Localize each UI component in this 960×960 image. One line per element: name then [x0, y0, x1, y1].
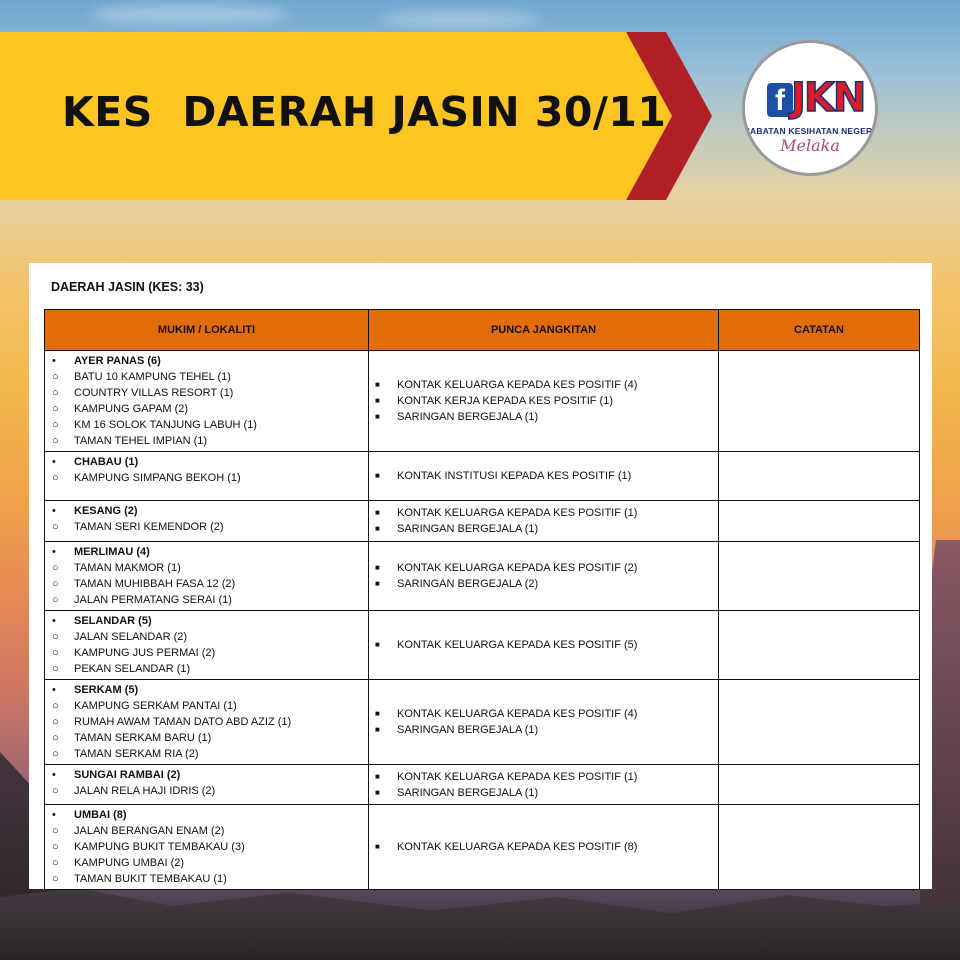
notes-cell	[719, 805, 920, 890]
locality-name: BATU 10 KAMPUNG TEHEL (1)	[74, 371, 231, 383]
table-header-row	[45, 310, 920, 351]
circle-bullet-icon: ○	[52, 663, 59, 675]
mukim-cell	[45, 351, 369, 452]
table-row	[45, 501, 920, 542]
locality-name: KAMPUNG UMBAI (2)	[74, 857, 185, 869]
mukim-name: CHABAU (1)	[74, 456, 139, 468]
locality-item	[50, 839, 368, 855]
locality-item	[50, 855, 368, 871]
mukim-cell	[45, 805, 369, 890]
source-cell	[369, 765, 719, 805]
facebook-icon: f	[767, 83, 793, 117]
case-table	[44, 309, 920, 890]
square-bullet-icon: ■	[375, 396, 380, 405]
locality-item	[50, 519, 368, 535]
square-bullet-icon: ■	[375, 640, 380, 649]
title-banner	[0, 32, 712, 200]
locality-name: TAMAN BUKIT TEMBAKAU (1)	[74, 873, 227, 885]
source-text: KONTAK KELUARGA KEPADA KES POSITIF (8)	[397, 841, 638, 853]
mukim-name: SERKAM (5)	[74, 684, 139, 696]
locality-item	[50, 871, 368, 887]
source-item	[369, 706, 718, 722]
square-bullet-icon: ■	[375, 508, 380, 517]
mukim-name: SUNGAI RAMBAI (2)	[74, 769, 181, 781]
mukim-name: MERLIMAU (4)	[74, 546, 150, 558]
source-text: KONTAK KELUARGA KEPADA KES POSITIF (1)	[397, 770, 638, 783]
locality-name: KAMPUNG SIMPANG BEKOH (1)	[74, 472, 241, 484]
source-text: KONTAK KELUARGA KEPADA KES POSITIF (1)	[397, 507, 638, 519]
bullet-icon: •	[52, 505, 56, 517]
source-item	[369, 769, 718, 785]
table-row	[45, 805, 920, 890]
mukim-name: AYER PANAS (6)	[74, 355, 161, 367]
bullet-icon: •	[52, 769, 56, 781]
locality-item	[50, 401, 368, 417]
mukim-cell	[45, 542, 369, 611]
locality-item	[50, 576, 368, 592]
table-row	[45, 611, 920, 680]
square-bullet-icon: ■	[375, 471, 380, 480]
mukim-name: UMBAI (8)	[74, 809, 127, 821]
locality-name: KAMPUNG JUS PERMAI (2)	[74, 647, 216, 659]
source-cell	[369, 452, 719, 501]
locality-name: TAMAN SERI KEMENDOR (2)	[74, 521, 224, 533]
square-bullet-icon: ■	[375, 725, 380, 734]
locality-item	[50, 645, 368, 661]
column-header-source: PUNCA JANGKITAN	[369, 310, 719, 351]
locality-item	[50, 783, 368, 799]
notes-cell	[719, 611, 920, 680]
circle-bullet-icon: ○	[52, 435, 59, 447]
locality-name: JALAN SELANDAR (2)	[74, 631, 188, 643]
circle-bullet-icon: ○	[52, 562, 59, 574]
locality-name: TAMAN SERKAM RIA (2)	[74, 748, 199, 760]
source-item	[369, 377, 718, 393]
source-text: SARINGAN BERGEJALA (2)	[397, 578, 539, 590]
circle-bullet-icon: ○	[52, 716, 59, 728]
document-title: DAERAH JASIN (KES: 33)	[51, 280, 204, 294]
locality-item	[50, 629, 368, 645]
locality-item	[50, 560, 368, 576]
source-text: KONTAK KERJA KEPADA KES POSITIF (1)	[397, 395, 613, 407]
locality-name: COUNTRY VILLAS RESORT (1)	[74, 387, 234, 399]
square-bullet-icon: ■	[375, 787, 380, 797]
cloud	[90, 5, 290, 23]
circle-bullet-icon: ○	[52, 647, 59, 659]
source-item	[369, 839, 718, 855]
locality-name: TAMAN TEHEL IMPIAN (1)	[74, 435, 208, 447]
source-cell	[369, 805, 719, 890]
locality-name: JALAN PERMATANG SERAI (1)	[74, 594, 232, 606]
table-row	[45, 765, 920, 805]
source-item	[369, 409, 718, 425]
locality-name: PEKAN SELANDAR (1)	[74, 663, 191, 675]
locality-item	[50, 433, 368, 449]
source-item	[369, 505, 718, 521]
square-bullet-icon: ■	[375, 709, 380, 718]
jkn-logo	[742, 40, 878, 176]
source-cell	[369, 680, 719, 765]
square-bullet-icon: ■	[375, 380, 380, 389]
circle-bullet-icon: ○	[52, 857, 59, 869]
square-bullet-icon: ■	[375, 842, 380, 851]
square-bullet-icon: ■	[375, 771, 380, 781]
column-header-notes: CATATAN	[719, 310, 920, 351]
source-cell	[369, 542, 719, 611]
locality-item	[50, 470, 368, 486]
notes-cell	[719, 452, 920, 501]
table-row	[45, 542, 920, 611]
source-text: SARINGAN BERGEJALA (1)	[397, 724, 539, 736]
mukim-cell	[45, 611, 369, 680]
notes-cell	[719, 351, 920, 452]
source-item	[369, 560, 718, 576]
locality-item	[50, 417, 368, 433]
locality-item	[50, 592, 368, 608]
locality-name: TAMAN MUHIBBAH FASA 12 (2)	[74, 578, 236, 590]
circle-bullet-icon: ○	[52, 578, 59, 590]
source-cell	[369, 501, 719, 542]
source-cell	[369, 351, 719, 452]
mukim-cell	[45, 680, 369, 765]
source-item	[369, 576, 718, 592]
circle-bullet-icon: ○	[52, 631, 59, 643]
mukim-cell	[45, 501, 369, 542]
locality-name: KAMPUNG BUKIT TEMBAKAU (3)	[74, 841, 245, 853]
source-text: KONTAK INSTITUSI KEPADA KES POSITIF (1)	[397, 470, 632, 482]
notes-cell	[719, 765, 920, 805]
locality-item	[50, 730, 368, 746]
locality-item	[50, 746, 368, 762]
locality-name: RUMAH AWAM TAMAN DATO ABD AZIZ (1)	[74, 716, 292, 728]
mukim-cell	[45, 765, 369, 805]
table-row	[45, 351, 920, 452]
source-item	[369, 637, 718, 653]
square-bullet-icon: ■	[375, 579, 380, 588]
locality-item	[50, 385, 368, 401]
circle-bullet-icon: ○	[52, 419, 59, 431]
table-row	[45, 680, 920, 765]
circle-bullet-icon: ○	[52, 594, 59, 606]
logo-script: Melaka	[780, 136, 840, 155]
case-document	[29, 263, 932, 889]
circle-bullet-icon: ○	[52, 732, 59, 744]
column-header-mukim: MUKIM / LOKALITI	[45, 310, 369, 351]
circle-bullet-icon: ○	[52, 371, 59, 383]
locality-name: TAMAN MAKMOR (1)	[74, 562, 181, 574]
notes-cell	[719, 680, 920, 765]
source-item	[369, 785, 718, 801]
locality-item	[50, 369, 368, 385]
notes-cell	[719, 542, 920, 611]
locality-item	[50, 698, 368, 714]
mukim-name: KESANG (2)	[74, 505, 138, 517]
logo-acronym: JKN	[791, 75, 865, 121]
source-item	[369, 393, 718, 409]
source-text: KONTAK KELUARGA KEPADA KES POSITIF (5)	[397, 639, 638, 651]
mukim-cell	[45, 452, 369, 501]
source-text: SARINGAN BERGEJALA (1)	[397, 523, 539, 535]
locality-name: JALAN RELA HAJI IDRIS (2)	[74, 785, 216, 797]
locality-name: KM 16 SOLOK TANJUNG LABUH (1)	[74, 419, 257, 431]
bullet-icon: •	[52, 546, 56, 558]
square-bullet-icon: ■	[375, 412, 380, 421]
source-item	[369, 521, 718, 537]
bullet-icon: •	[52, 456, 56, 468]
locality-item	[50, 714, 368, 730]
locality-name: JALAN BERANGAN ENAM (2)	[74, 825, 225, 837]
table-row	[45, 452, 920, 501]
locality-name: TAMAN SERKAM BARU (1)	[74, 732, 212, 744]
circle-bullet-icon: ○	[52, 403, 59, 415]
mukim-name: SELANDAR (5)	[74, 615, 152, 627]
circle-bullet-icon: ○	[52, 825, 59, 837]
circle-bullet-icon: ○	[52, 387, 59, 399]
source-item	[369, 468, 718, 484]
square-bullet-icon: ■	[375, 563, 380, 572]
circle-bullet-icon: ○	[52, 785, 59, 797]
source-text: SARINGAN BERGEJALA (1)	[397, 786, 539, 799]
source-cell	[369, 611, 719, 680]
circle-bullet-icon: ○	[52, 472, 59, 484]
circle-bullet-icon: ○	[52, 873, 59, 885]
page-title: KES DAERAH JASIN 30/11	[62, 88, 667, 136]
locality-name: KAMPUNG GAPAM (2)	[74, 403, 189, 415]
table-body	[45, 351, 920, 890]
bullet-icon: •	[52, 684, 56, 696]
circle-bullet-icon: ○	[52, 521, 59, 533]
bullet-icon: •	[52, 355, 56, 367]
circle-bullet-icon: ○	[52, 700, 59, 712]
cloud	[380, 12, 540, 26]
circle-bullet-icon: ○	[52, 841, 59, 853]
source-text: KONTAK KELUARGA KEPADA KES POSITIF (2)	[397, 562, 638, 574]
bullet-icon: •	[52, 809, 56, 821]
source-text: KONTAK KELUARGA KEPADA KES POSITIF (4)	[397, 379, 638, 391]
notes-cell	[719, 501, 920, 542]
circle-bullet-icon: ○	[52, 748, 59, 760]
locality-item	[50, 661, 368, 677]
locality-item	[50, 823, 368, 839]
bullet-icon: •	[52, 615, 56, 627]
source-text: KONTAK KELUARGA KEPADA KES POSITIF (4)	[397, 708, 638, 720]
source-item	[369, 722, 718, 738]
locality-name: KAMPUNG SERKAM PANTAI (1)	[74, 700, 237, 712]
source-text: SARINGAN BERGEJALA (1)	[397, 411, 539, 423]
logo-subtitle: JABATAN KESIHATAN NEGERI	[745, 126, 875, 136]
square-bullet-icon: ■	[375, 524, 380, 533]
